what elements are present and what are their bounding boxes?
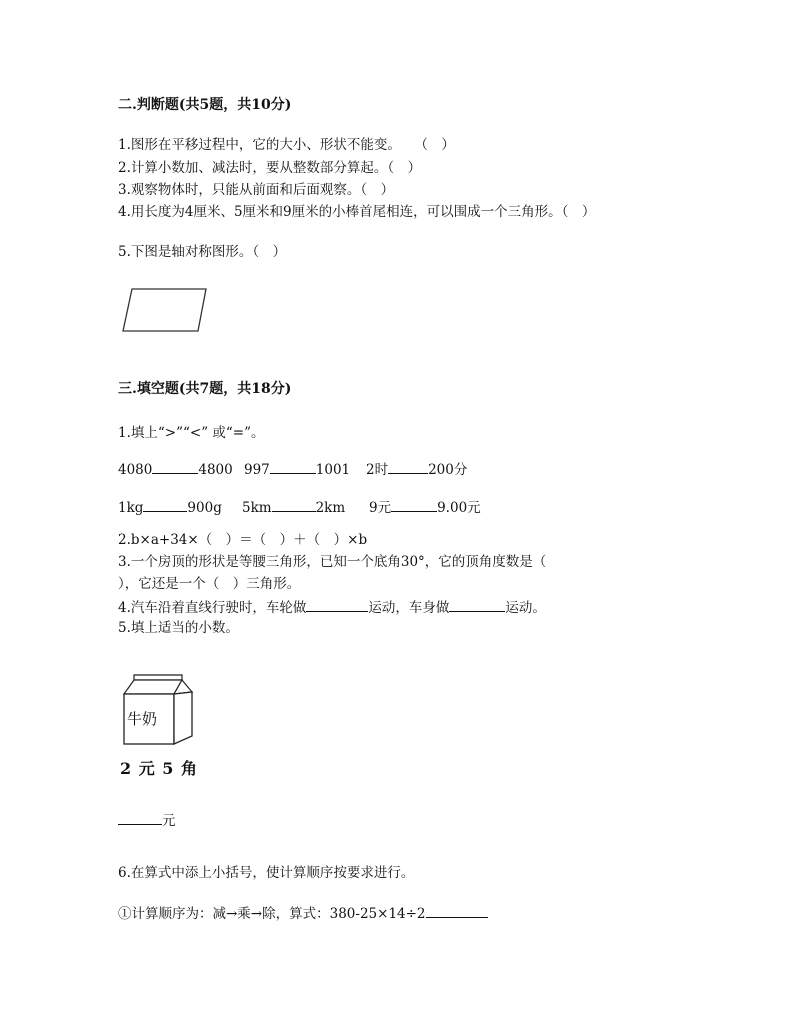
question-3-5: 5.填上适当的小数。 (118, 620, 239, 636)
question-2-2: 2.计算小数加、减法时，要从整数部分算起。（ ） (118, 160, 422, 176)
answer-blank[interactable] (426, 903, 488, 918)
compare-item (242, 497, 345, 517)
question-2-5: 5.下图是轴对称图形。（ ） (118, 244, 287, 260)
answer-blank[interactable] (449, 597, 505, 612)
compare-item (118, 497, 222, 517)
decimal-answer (118, 810, 176, 830)
question-2-4: 4.用长度为4厘米、5厘米和9厘米的小棒首尾相连，可以围成一个三角形。（ ） (118, 204, 596, 220)
compare-blank[interactable] (152, 459, 198, 474)
question-3-4-part2: 运动，车身做 (368, 600, 450, 616)
compare-item (369, 497, 481, 517)
answer-unit: 元 (162, 813, 176, 829)
compare-right: 4800 (198, 462, 233, 478)
compare-blank[interactable] (270, 459, 316, 474)
compare-right: 9.00元 (437, 500, 481, 516)
compare-left: 2时 (366, 462, 389, 478)
answer-blank[interactable] (118, 810, 162, 825)
compare-right: 1001 (315, 462, 351, 478)
parallelogram-figure (118, 284, 212, 336)
section-3-title: 三.填空题(共7题，共18分) (118, 381, 292, 397)
compare-blank[interactable] (388, 459, 428, 474)
question-3-2: 2.b×a+34×（ ）＝（ ）＋（ ）×b (118, 532, 368, 548)
compare-left: 1kg (118, 500, 144, 516)
question-3-4 (118, 597, 546, 617)
compare-right: 2km (315, 500, 346, 516)
compare-blank[interactable] (143, 497, 187, 512)
compare-left: 9元 (369, 500, 392, 516)
question-3-6-item1 (118, 903, 488, 923)
compare-item (118, 459, 233, 479)
question-2-3: 3.观察物体时，只能从前面和后面观察。（ ） (118, 182, 395, 198)
compare-right: 900g (187, 500, 222, 516)
compare-left: 5km (242, 500, 272, 516)
compare-item (366, 459, 467, 479)
question-3-4-part3: 运动。 (505, 600, 546, 616)
milk-label: 牛奶 (127, 710, 158, 728)
compare-right: 200分 (428, 462, 468, 478)
compare-left: 997 (244, 462, 270, 478)
compare-blank[interactable] (272, 497, 316, 512)
question-3-6: 6.在算式中添上小括号，使计算顺序按要求进行。 (118, 865, 415, 881)
compare-left: 4080 (118, 462, 153, 478)
question-3-3-line2: ），它还是一个（ ）三角形。 (118, 576, 301, 592)
question-3-1: 1.填上“>”“<” 或“=”。 (118, 425, 265, 441)
question-2-1: 1.图形在平移过程中，它的大小、形状不能变。 （ ） (118, 137, 455, 153)
compare-blank[interactable] (391, 497, 437, 512)
price-label: 2 元 5 角 (120, 759, 198, 778)
answer-blank[interactable] (306, 597, 368, 612)
question-3-3-line1: 3.一个房顶的形状是等腰三角形，已知一个底角30°，它的顶角度数是（ (118, 554, 547, 570)
question-3-6-item1-text: ①计算顺序为：减→乘→除，算式：380-25×14÷2 (118, 906, 426, 922)
section-2-title: 二.判断题(共5题，共10分) (118, 97, 292, 113)
question-3-4-part1: 4.汽车沿着直线行驶时，车轮做 (118, 600, 307, 616)
compare-item (244, 459, 350, 479)
